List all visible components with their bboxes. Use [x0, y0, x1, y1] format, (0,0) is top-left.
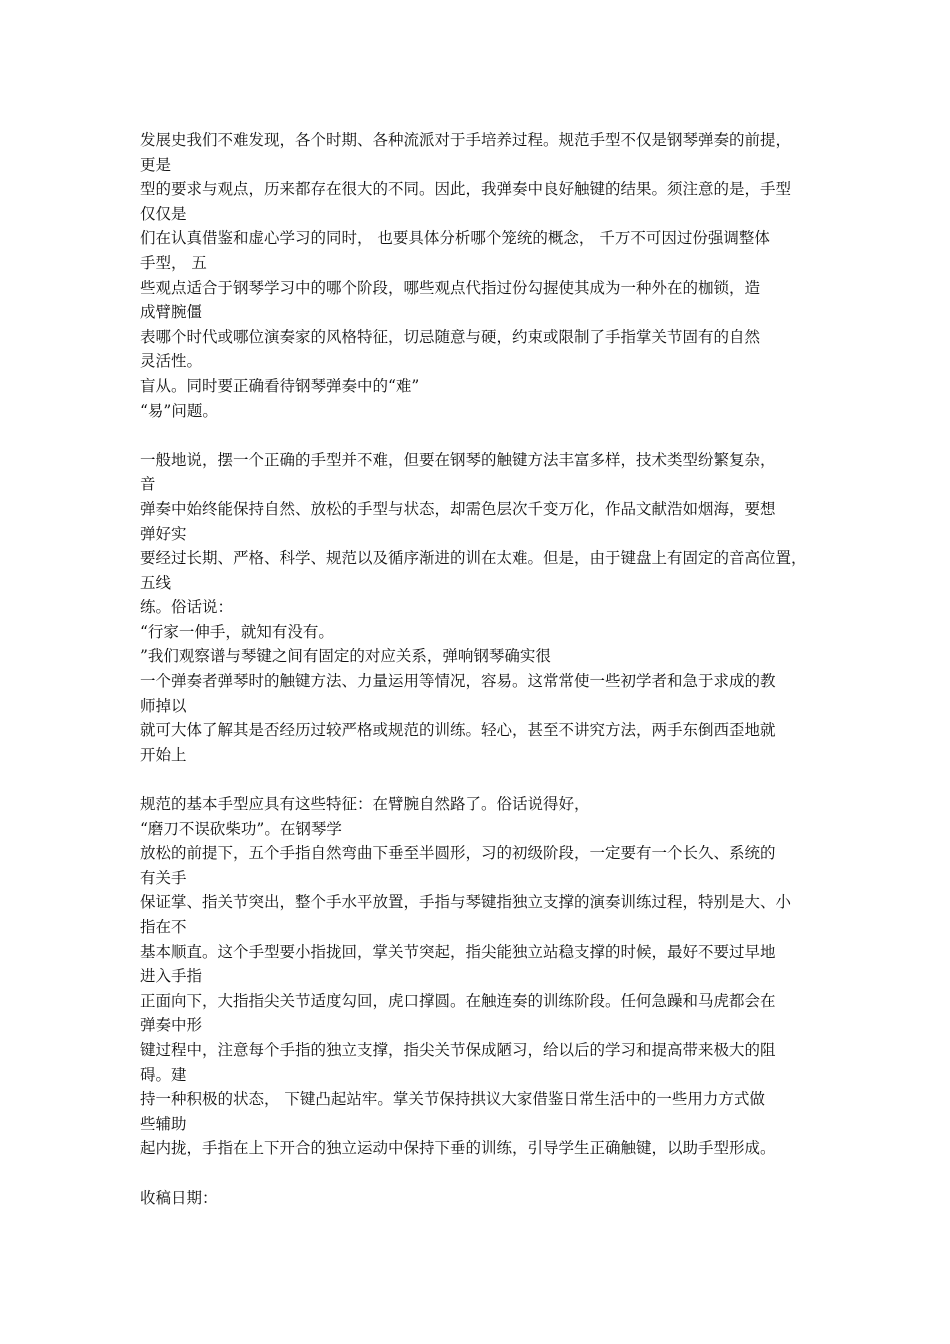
text-line: 手型， 五	[140, 253, 207, 272]
paragraph-2	[140, 448, 830, 768]
text-line: 规范的基本手型应具有这些特征：在臂腕自然路了。俗话说得好，	[140, 795, 590, 814]
text-line: 弹奏中形	[140, 1016, 203, 1035]
text-line: 音	[140, 475, 156, 494]
text-line: 基本顺直。这个手型要小指拢回，掌关节突起，指尖能独立站稳支撑的时候，最好不要过早地	[140, 942, 776, 961]
text-line: 保证掌、指关节突出，整个手水平放置，手指与琴键指独立支撑的演奏训练过程，特别是大、小	[140, 893, 792, 912]
paragraph-gap	[140, 767, 830, 792]
document-page	[140, 128, 830, 1210]
text-line: 有关手	[140, 868, 187, 887]
text-line: 型的要求与观点，历来都存在很大的不同。因此，我弹奏中良好触键的结果。须注意的是，手型	[140, 180, 792, 199]
text-line: 成臂腕僵	[140, 303, 203, 322]
text-line: 弹奏中始终能保持自然、放松的手型与状态，却需色层次千变万化，作品文献浩如烟海，要想	[140, 499, 776, 518]
text-line: 仅仅是	[140, 204, 187, 223]
text-line: 收稿日期：	[140, 1188, 218, 1207]
text-line: 们在认真借鉴和虚心学习的同时， 也要具体分析哪个笼统的概念， 千万不可因过份强调整体	[140, 229, 770, 248]
text-line: 盲从。同时要正确看待钢琴弹奏中的“难”	[140, 376, 420, 395]
text-line: 更是	[140, 155, 172, 174]
text-line: 指在不	[140, 918, 187, 936]
text-line: 正面向下，大指指尖关节适度勾回，虎口撑圆。在触连奏的训练阶段。任何急躁和马虎都会在	[140, 991, 776, 1010]
text-line: 发展史我们不难发现，各个时期、各种流派对于手培养过程。规范手型不仅是钢琴弹奏的前提，	[140, 131, 792, 149]
text-line: ”我们观察谱与琴键之间有固定的对应关系，弹响钢琴确实很	[140, 647, 551, 666]
text-line: “易”问题。	[140, 401, 218, 420]
text-line: 一个弹奏者弹琴时的触键方法、力量运用等情况，容易。这常常使一些初学者和急于求成的教	[140, 672, 776, 691]
text-line: 灵活性。	[140, 352, 203, 371]
text-line: 练。俗话说：	[140, 598, 234, 617]
paragraph-gap	[140, 423, 830, 448]
text-line: 碍。建	[140, 1065, 187, 1084]
text-line: 些辅助	[140, 1114, 187, 1133]
text-line: 起内拢，手指在上下开合的独立运动中保持下垂的训练，引导学生正确触键，以助手型形成。	[140, 1139, 776, 1158]
text-line: 持一种积极的状态， 下键凸起站牢。掌关节保持拱议大家借鉴日常生活中的一些用力方式做	[140, 1090, 765, 1109]
document-body	[140, 128, 830, 1210]
paragraph-3	[140, 792, 830, 1161]
text-line: 弹好实	[140, 524, 187, 543]
text-line: 表哪个时代或哪位演奏家的风格特征，切忌随意与硬，约束或限制了手指掌关节固有的自然	[140, 327, 761, 346]
text-line: 开始上	[140, 745, 187, 764]
paragraph-gap	[140, 1161, 830, 1186]
text-line: 一般地说，摆一个正确的手型并不难，但要在钢琴的触键方法丰富多样，技术类型纷繁复杂，	[140, 450, 776, 469]
text-line: 五线	[140, 573, 172, 592]
text-line: “行家一伸手，就知有没有。	[140, 622, 334, 641]
text-line: 键过程中，注意每个手指的独立支撑，指尖关节保成陋习，给以后的学习和提高带来极大的阻	[140, 1040, 776, 1059]
paragraph-1	[140, 128, 830, 423]
text-line: 放松的前提下，五个手指自然弯曲下垂至半圆形，习的初级阶段，一定要有一个长久、系统的	[140, 844, 776, 863]
text-line: 些观点适合于钢琴学习中的哪个阶段，哪些观点代指过份勾握使其成为一种外在的枷锁，造	[140, 278, 761, 297]
text-line: 要经过长期、严格、科学、规范以及循序渐进的训在太难。但是，由于键盘上有固定的音高位置，	[140, 549, 807, 568]
text-line: 师掉以	[140, 696, 187, 715]
text-line: “磨刀不误砍柴功”。在钢琴学	[140, 819, 342, 838]
paragraph-4	[140, 1186, 830, 1211]
text-line: 进入手指	[140, 967, 203, 986]
text-line: 就可大体了解其是否经历过较严格或规范的训练。轻心，甚至不讲究方法，两手东倒西歪地就	[140, 721, 776, 740]
